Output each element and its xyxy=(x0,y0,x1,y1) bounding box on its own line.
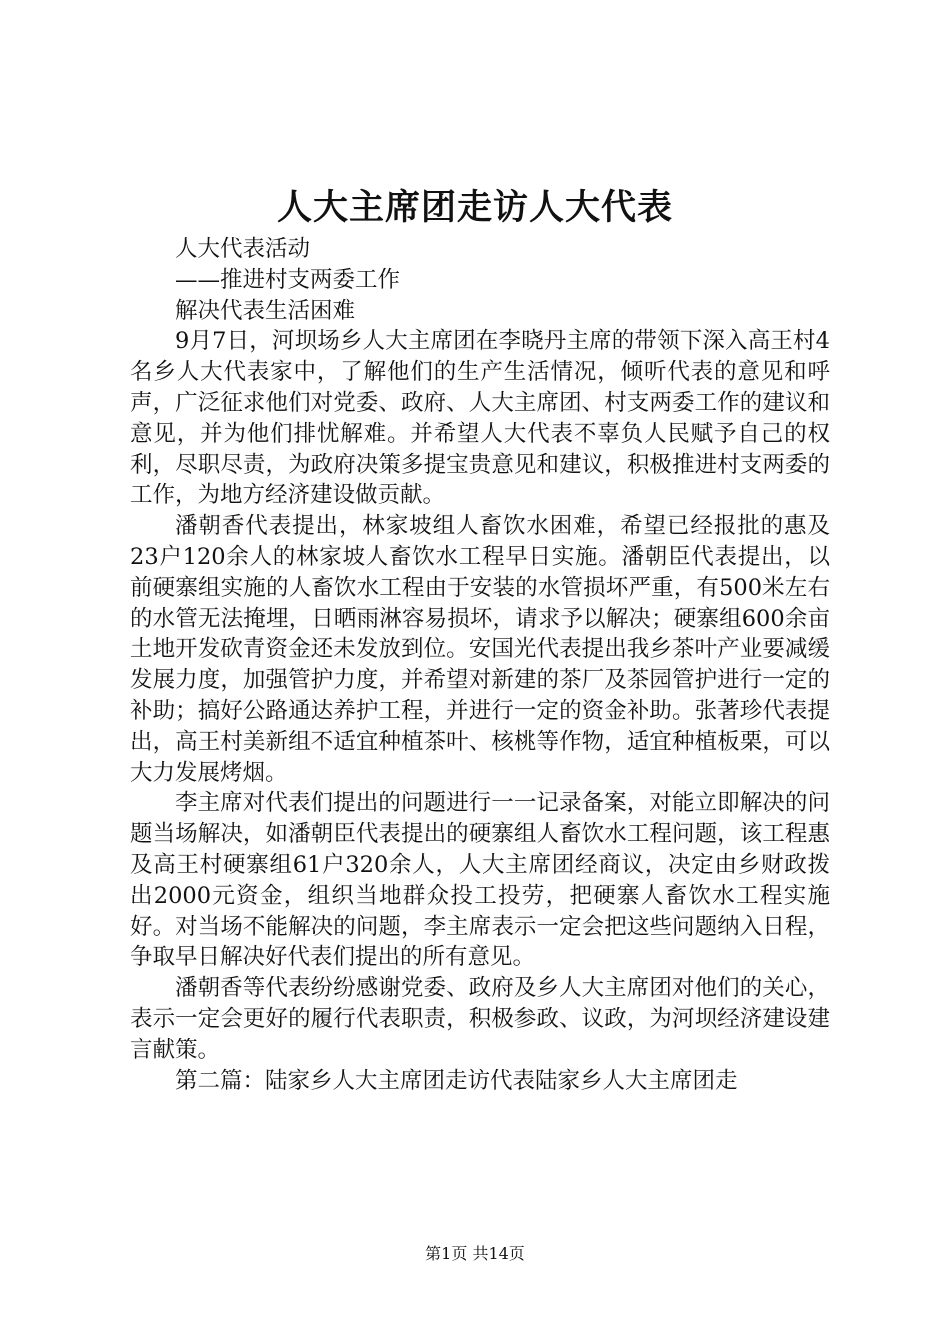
paragraph-subtitle-1: 人大代表活动 xyxy=(175,236,311,262)
paragraph-body-3: 李主席对代表们提出的问题进行一一记录备案，对能立即解决的问题当场解决，如潘朝臣代表提出的硬寨组人畜饮水工程问题，该工程惠及高王村硬寨组61户320余人，人大主席团经商议，决定由乡财政拨出2000元资金，组织当地群众投工投劳，把硬寨人畜饮水工程实施好。对当场不能解决的问题，李主席表示一定会把这些问题纳入日程，争取早日解决好代表们提出的所有意见。 xyxy=(130,790,830,971)
document-body xyxy=(130,234,830,1096)
document-title: 人大主席团走访人大代表 xyxy=(276,187,673,228)
paragraph-body-4: 潘朝香等代表纷纷感谢党委、政府及乡人大主席团对他们的关心，表示一定会更好的履行代表职责，积极参政、议政，为河坝经济建设建言献策。 xyxy=(130,975,830,1063)
paragraph-body-1: 9月7日，河坝场乡人大主席团在李晓丹主席的带领下深入高王村4名乡人大代表家中，了解他们的生产生活情况，倾听代表的意见和呼声，广泛征求他们对党委、政府、人大主席团、村支两委工作的建议和意见，并为他们排忧解难。并希望人大代表不辜负人民赋予自己的权利，尽职尽责，为政府决策多提宝贵意见和建议，积极推进村支两委的工作，为地方经济建设做贡献。 xyxy=(130,328,830,509)
page-footer: 第1页 共14页 xyxy=(425,1244,525,1263)
paragraph-next-article: 第二篇：陆家乡人大主席团走访代表陆家乡人大主席团走 xyxy=(175,1067,738,1094)
paragraph-subtitle-2: ——推进村支两委工作 xyxy=(175,266,401,293)
paragraph-subtitle-3: 解决代表生活困难 xyxy=(175,297,356,324)
paragraph-body-2: 潘朝香代表提出，林家坡组人畜饮水困难，希望已经报批的惠及23户120余人的林家坡人畜饮水工程早日实施。潘朝臣代表提出，以前硬寨组实施的人畜饮水工程由于安装的水管损坏严重，有500米左右的水管无法掩埋，日晒雨淋容易损坏，请求予以解决；硬寨组600余亩土地开发砍青资金还未发放到位。安国光代表提出我乡茶叶产业要减缓发展力度，加强管护力度，并希望对新建的茶厂及茶园管护进行一定的补助；搞好公路通达养护工程，并进行一定的资金补助。张著珍代表提出，高王村美新组不适宜种植茶叶、核桃等作物，适宜种植板栗，可以大力发展烤烟。 xyxy=(130,513,830,786)
